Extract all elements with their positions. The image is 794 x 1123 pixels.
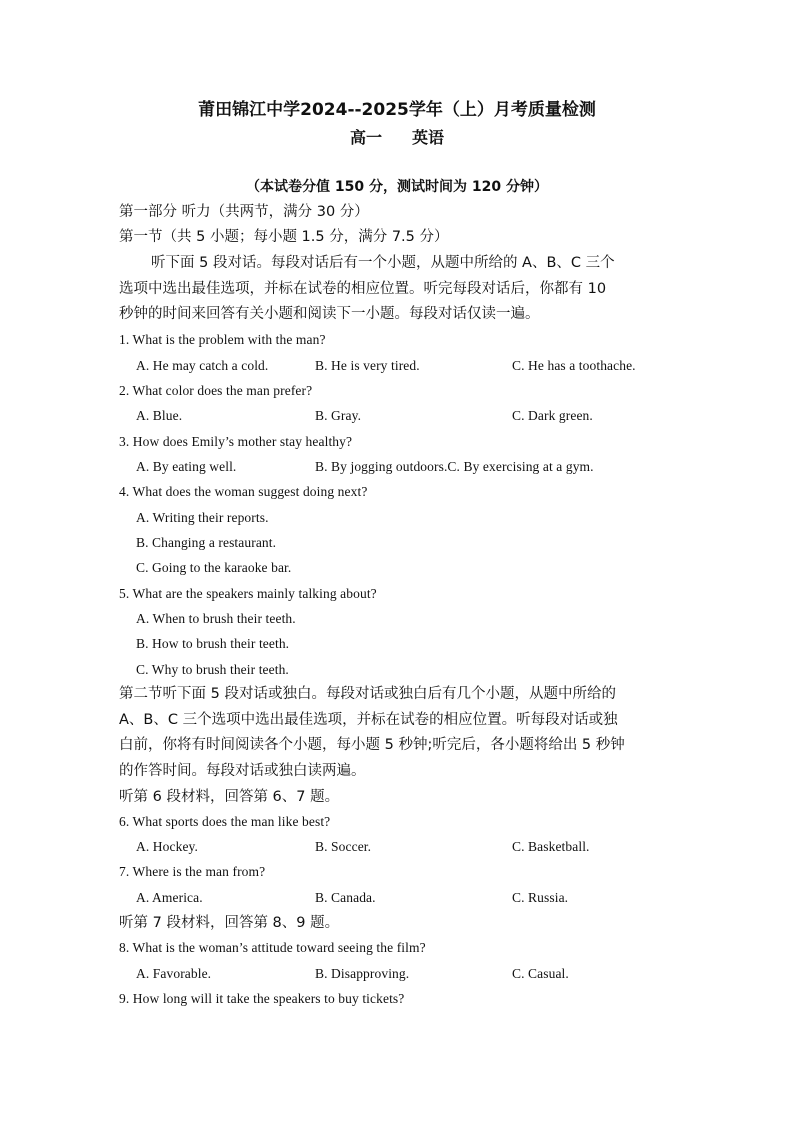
- question-2-option-c: C. Dark green.: [512, 408, 593, 423]
- question-5-option-a: A. When to brush their teeth.: [136, 611, 296, 626]
- question-2-option-a: A. Blue.: [136, 408, 183, 423]
- exam-title: 莆田锦江中学2024--2025学年（上）月考质量检测: [198, 100, 596, 120]
- grade-label: 高一: [349, 128, 382, 147]
- question-3-option-bc: B. By jogging outdoors.C. By exercising at a gym.: [315, 459, 594, 474]
- section2-instructions-line3: 白前，你将有时间阅读各个小题，每小题 5 秒钟;听完后，各小题将给出 5 秒钟: [119, 737, 625, 753]
- question-7-option-b: B. Canada.: [315, 890, 376, 905]
- question-5-stem: 5. What are the speakers mainly talking about?: [119, 586, 377, 601]
- section1-instructions-line2: 选项中选出最佳选项，并标在试卷的相应位置。听完每段对话后，你都有 10: [119, 281, 607, 297]
- question-4-stem: 4. What does the woman suggest doing next?: [119, 484, 368, 499]
- subject-label: 英语: [412, 128, 445, 147]
- question-6-option-c: C. Basketball.: [512, 839, 590, 854]
- question-6-stem: 6. What sports does the man like best?: [119, 814, 331, 829]
- question-1-option-a: A. He may catch a cold.: [136, 358, 269, 373]
- question-5-option-c: C. Why to brush their teeth.: [136, 662, 289, 677]
- question-9-stem: 9. How long will it take the speakers to buy tickets?: [119, 991, 405, 1006]
- grade-subject-line: [0, 128, 794, 148]
- question-7-option-a: A. America.: [136, 890, 203, 905]
- question-3-stem: 3. How does Emily’s mother stay healthy?: [119, 434, 353, 449]
- section1-instructions-line3: 秒钟的时间来回答有关小题和阅读下一小题。每段对话仅读一遍。: [119, 306, 540, 322]
- question-4-option-a: A. Writing their reports.: [136, 510, 269, 525]
- question-5-option-b: B. How to brush their teeth.: [136, 636, 290, 651]
- question-8-option-b: B. Disapproving.: [315, 966, 410, 981]
- question-4-option-b: B. Changing a restaurant.: [136, 535, 277, 550]
- question-7-stem: 7. Where is the man from?: [119, 864, 266, 879]
- question-2-option-b: B. Gray.: [315, 408, 362, 423]
- question-8-option-a: A. Favorable.: [136, 966, 212, 981]
- section2-instructions-line1: 第二节听下面 5 段对话或独白。每段对话或独白后有几个小题，从题中所给的: [119, 686, 616, 702]
- question-2-stem: 2. What color does the man prefer?: [119, 383, 313, 398]
- question-3-option-a: A. By eating well.: [136, 459, 237, 474]
- material-6-heading: 听第 6 段材料，回答第 6、7 题。: [119, 789, 340, 805]
- section1-heading: 第一节（共 5 小题；每小题 1.5 分，满分 7.5 分）: [119, 229, 449, 245]
- part1-heading: 第一部分 听力（共两节，满分 30 分）: [119, 204, 369, 220]
- exam-note: （本试卷分值 150 分，测试时间为 120 分钟）: [246, 179, 548, 195]
- question-6-option-a: A. Hockey.: [136, 839, 198, 854]
- section2-instructions-line2: A、B、C 三个选项中选出最佳选项，并标在试卷的相应位置。听每段对话或独: [119, 712, 618, 728]
- question-4-option-c: C. Going to the karaoke bar.: [136, 560, 292, 575]
- section2-instructions-line4: 的作答时间。每段对话或独白读两遍。: [119, 763, 366, 779]
- question-8-stem: 8. What is the woman’s attitude toward seeing the film?: [119, 940, 426, 955]
- question-1-option-c: C. He has a toothache.: [512, 358, 636, 373]
- section1-instructions-line1: 听下面 5 段对话。每段对话后有一个小题，从题中所给的 A、B、C 三个: [151, 255, 615, 271]
- question-6-option-b: B. Soccer.: [315, 839, 372, 854]
- question-8-option-c: C. Casual.: [512, 966, 569, 981]
- material-7-heading: 听第 7 段材料，回答第 8、9 题。: [119, 915, 340, 931]
- question-7-option-c: C. Russia.: [512, 890, 569, 905]
- question-1-option-b: B. He is very tired.: [315, 358, 420, 373]
- question-1-stem: 1. What is the problem with the man?: [119, 332, 326, 347]
